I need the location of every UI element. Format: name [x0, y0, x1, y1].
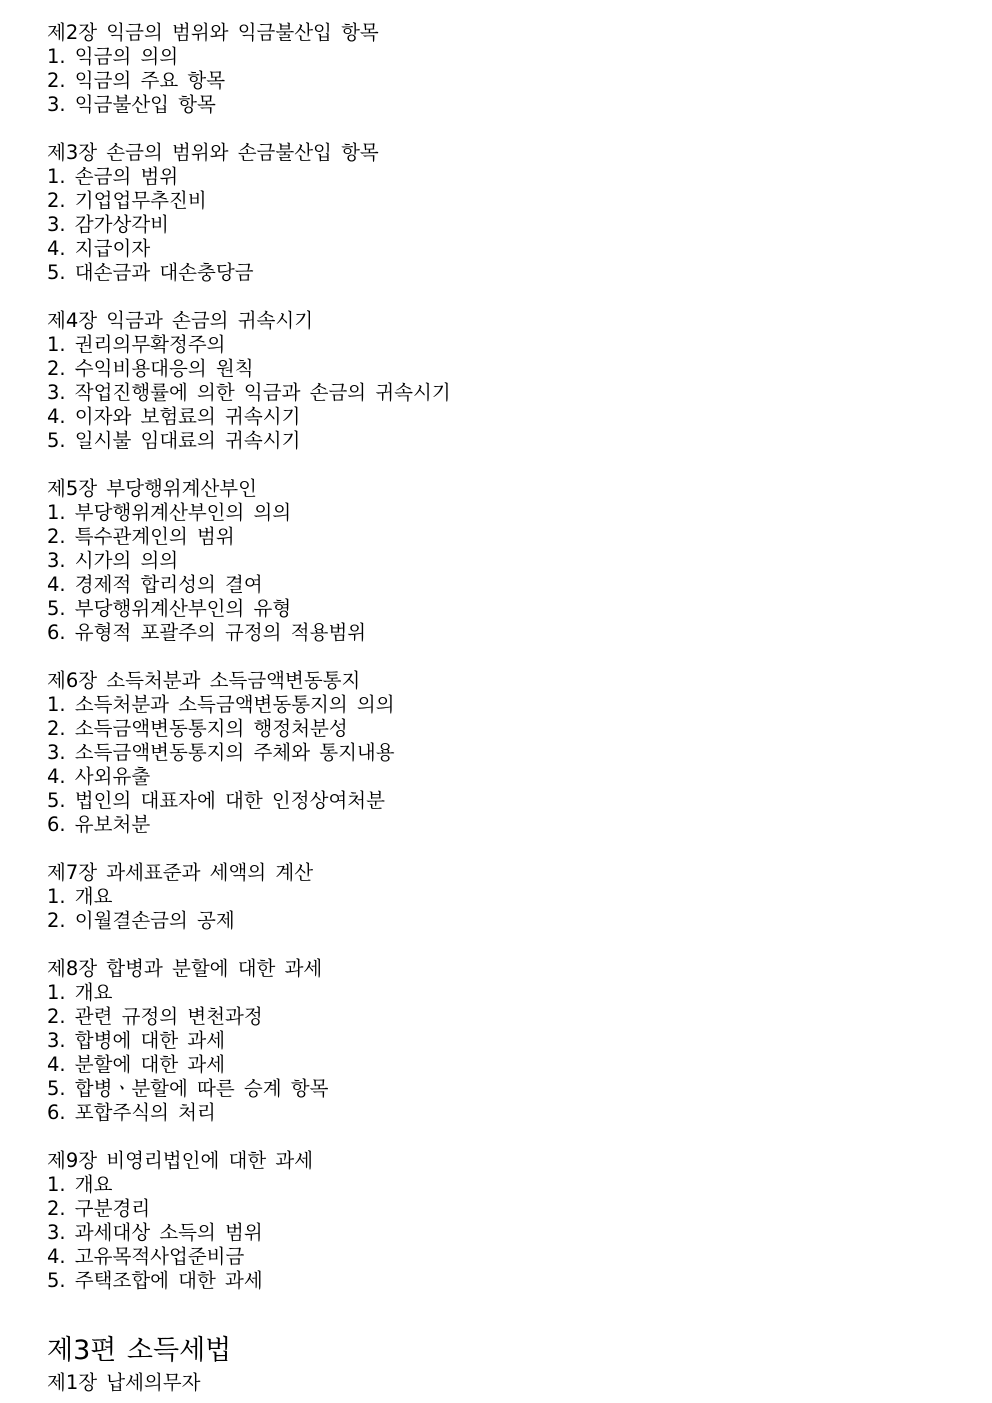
list-item: 3. 합병에 대한 과세	[47, 1029, 226, 1052]
chapter-block	[47, 957, 967, 1125]
list-item: 1. 권리의무확정주의	[47, 333, 226, 356]
list-item: 5. 합병ㆍ분할에 따른 승계 항목	[47, 1077, 329, 1100]
list-item: 4. 이자와 보험료의 귀속시기	[47, 405, 301, 428]
list-item: 1. 소득처분과 소득금액변동통지의 의의	[47, 693, 395, 716]
table-of-contents	[47, 21, 967, 1395]
list-item: 2. 관련 규정의 변천과정	[47, 1005, 263, 1028]
list-item: 6. 포합주식의 처리	[47, 1101, 216, 1124]
chapter-block	[47, 1149, 967, 1293]
chapter-block	[47, 141, 967, 285]
list-item: 2. 소득금액변동통지의 행정처분성	[47, 717, 348, 740]
list-item: 1. 개요	[47, 885, 113, 908]
list-item: 3. 작업진행률에 의한 익금과 손금의 귀속시기	[47, 381, 451, 404]
chapter-title: 제3장 손금의 범위와 손금불산입 항목	[47, 141, 379, 164]
chapter-block	[47, 861, 967, 933]
chapter-list	[47, 21, 967, 1293]
list-item: 2. 특수관계인의 범위	[47, 525, 235, 548]
list-item: 3. 감가상각비	[47, 213, 169, 236]
chapter-block	[47, 309, 967, 453]
part-title: 제3편 소득세법	[47, 1335, 232, 1366]
list-item: 2. 기업업무추진비	[47, 189, 207, 212]
list-item: 4. 고유목적사업준비금	[47, 1245, 245, 1268]
list-item: 5. 일시불 임대료의 귀속시기	[47, 429, 301, 452]
list-item: 3. 시가의 의의	[47, 549, 179, 572]
list-item: 1. 부당행위계산부인의 의의	[47, 501, 292, 524]
list-item: 5. 대손금과 대손충당금	[47, 261, 254, 284]
list-item: 2. 구분경리	[47, 1197, 151, 1220]
list-item: 3. 소득금액변동통지의 주체와 통지내용	[47, 741, 395, 764]
chapter-title: 제2장 익금의 범위와 익금불산입 항목	[47, 21, 379, 44]
list-item: 5. 주택조합에 대한 과세	[47, 1269, 263, 1292]
list-item: 1. 익금의 의의	[47, 45, 179, 68]
chapter-title: 제9장 비영리법인에 대한 과세	[47, 1149, 314, 1172]
chapter-title: 제4장 익금과 손금의 귀속시기	[47, 309, 314, 332]
chapter-title: 제8장 합병과 분할에 대한 과세	[47, 957, 323, 980]
list-item: 6. 유형적 포괄주의 규정의 적용범위	[47, 621, 367, 644]
list-item: 2. 이월결손금의 공제	[47, 909, 235, 932]
list-item: 5. 부당행위계산부인의 유형	[47, 597, 292, 620]
list-item: 5. 법인의 대표자에 대한 인정상여처분	[47, 789, 385, 812]
list-item: 3. 과세대상 소득의 범위	[47, 1221, 263, 1244]
chapter-title: 제5장 부당행위계산부인	[47, 477, 257, 500]
list-item: 1. 개요	[47, 981, 113, 1004]
chapter-block	[47, 669, 967, 837]
chapter-block	[47, 477, 967, 645]
list-item: 2. 익금의 주요 항목	[47, 69, 226, 92]
list-item: 2. 수익비용대응의 원칙	[47, 357, 254, 380]
list-item: 4. 경제적 합리성의 결여	[47, 573, 263, 596]
list-item: 3. 익금불산입 항목	[47, 93, 216, 116]
list-item: 1. 개요	[47, 1173, 113, 1196]
list-item: 4. 지급이자	[47, 237, 151, 260]
list-item: 4. 분할에 대한 과세	[47, 1053, 226, 1076]
list-item: 6. 유보처분	[47, 813, 151, 836]
part-first-chapter: 제1장 납세의무자	[47, 1371, 201, 1394]
list-item: 1. 손금의 범위	[47, 165, 179, 188]
list-item: 4. 사외유출	[47, 765, 151, 788]
chapter-title: 제7장 과세표준과 세액의 계산	[47, 861, 314, 884]
chapter-block	[47, 21, 967, 117]
chapter-title: 제6장 소득처분과 소득금액변동통지	[47, 669, 361, 692]
